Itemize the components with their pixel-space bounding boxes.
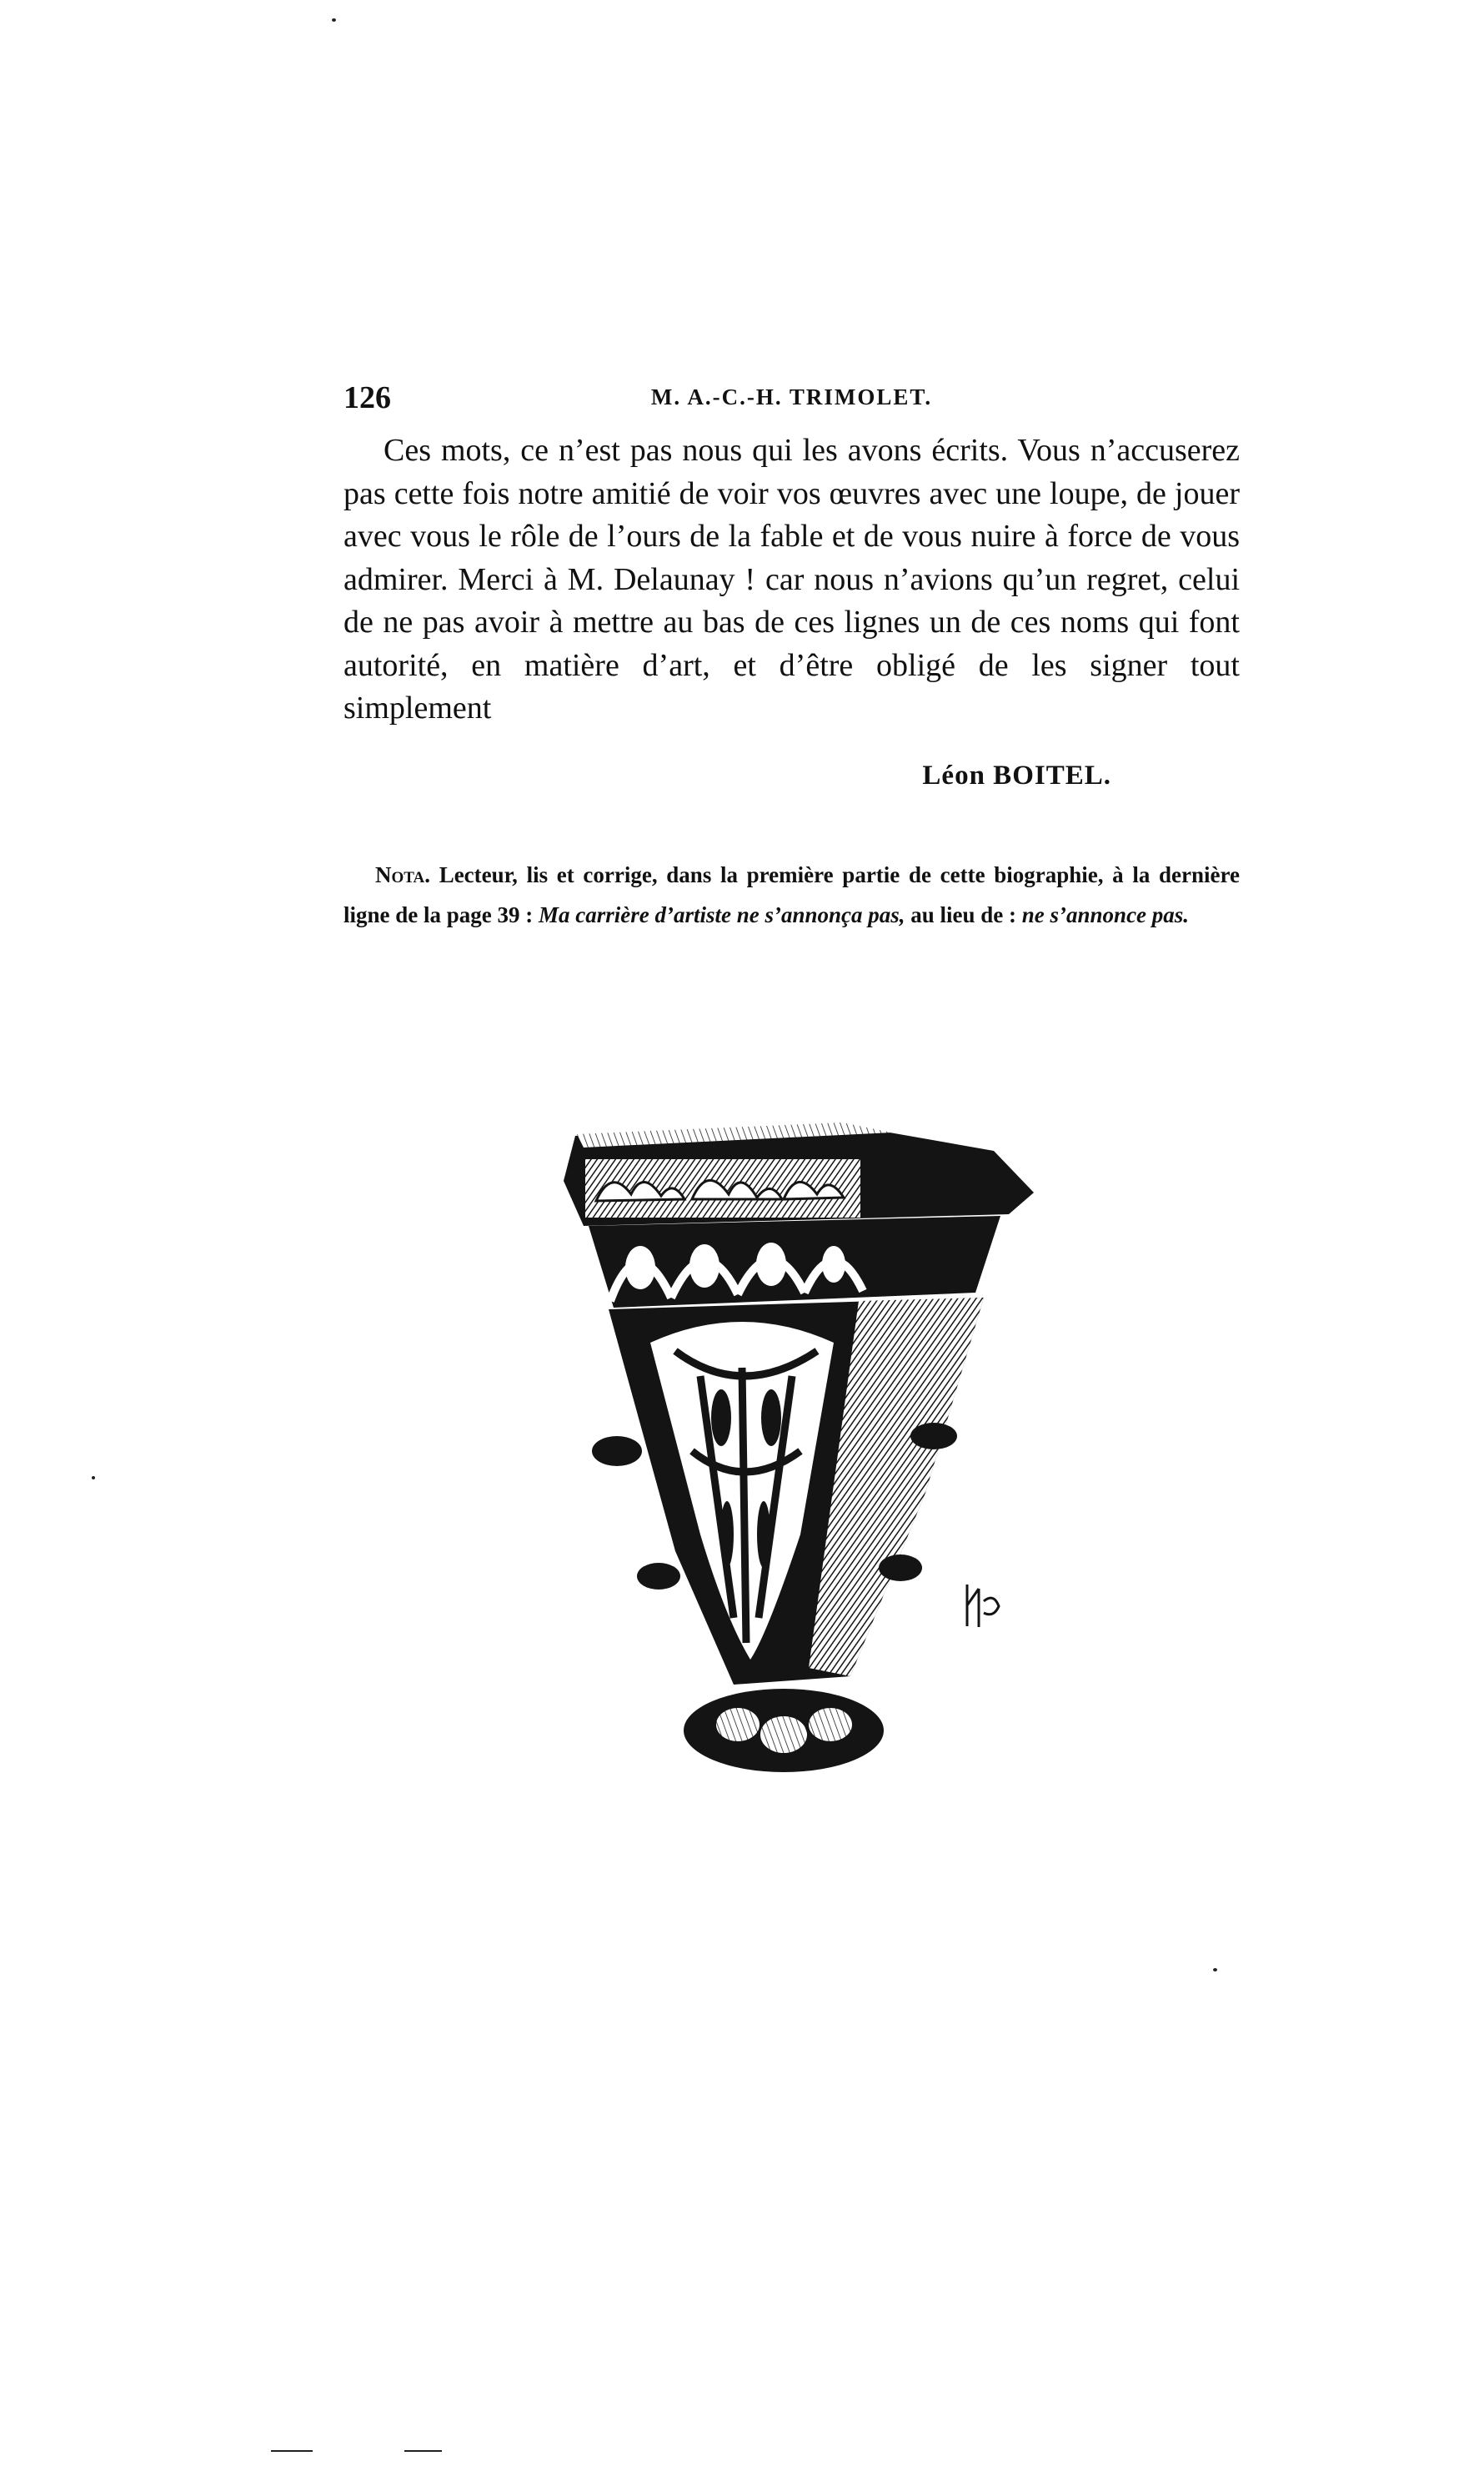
scan-speck (92, 1476, 95, 1479)
scan-speck (332, 18, 336, 22)
erratum-note (343, 855, 1240, 935)
corbel-engraving (534, 1101, 1050, 1785)
running-head (343, 379, 1240, 421)
engraver-monogram (967, 1585, 999, 1627)
note-italic-original: ne s’annonce pas. (1021, 902, 1190, 927)
note-text-middle: au lieu de : (905, 902, 1022, 927)
note-italic-correction: Ma carrière d’artiste ne s’annonça pas, (539, 902, 905, 927)
corbel-illustration (534, 1101, 1050, 1785)
running-title: M. A.-C.-H. TRIMOLET. (650, 384, 933, 409)
note-label: Nota. (375, 862, 431, 887)
page-number: 126 (343, 380, 391, 415)
note-text-before: Lecteur, lis et corrige, dans la première partie de cette biographie, à la dernière ligne de la page 39 : (343, 862, 1240, 927)
body-text (343, 429, 1240, 731)
scan-edge-mark (404, 2450, 442, 2452)
body-paragraph: Ces mots, ce n’est pas nous qui les avons écrits. Vous n’accuserez pas cette fois notre amitié de voir vos œuvres avec une loupe, de jouer avec vous le rôle de l’ours de la fable et de vous nuire à force de vous admirer. Merci à M. Delaunay ! car nous n’avions qu’un regret, celui de ne pas avoir à mettre au bas de ces lignes un de ces noms qui font autorité, en matière d’art, et d’être obligé de les signer tout simplement (343, 433, 1240, 726)
scan-edge-mark (271, 2450, 313, 2452)
corbel-boss (684, 1689, 884, 1772)
author-signature: Léon BOITEL. (922, 761, 1111, 791)
scan-speck (1213, 1968, 1217, 1971)
note-paragraph (343, 855, 1240, 935)
